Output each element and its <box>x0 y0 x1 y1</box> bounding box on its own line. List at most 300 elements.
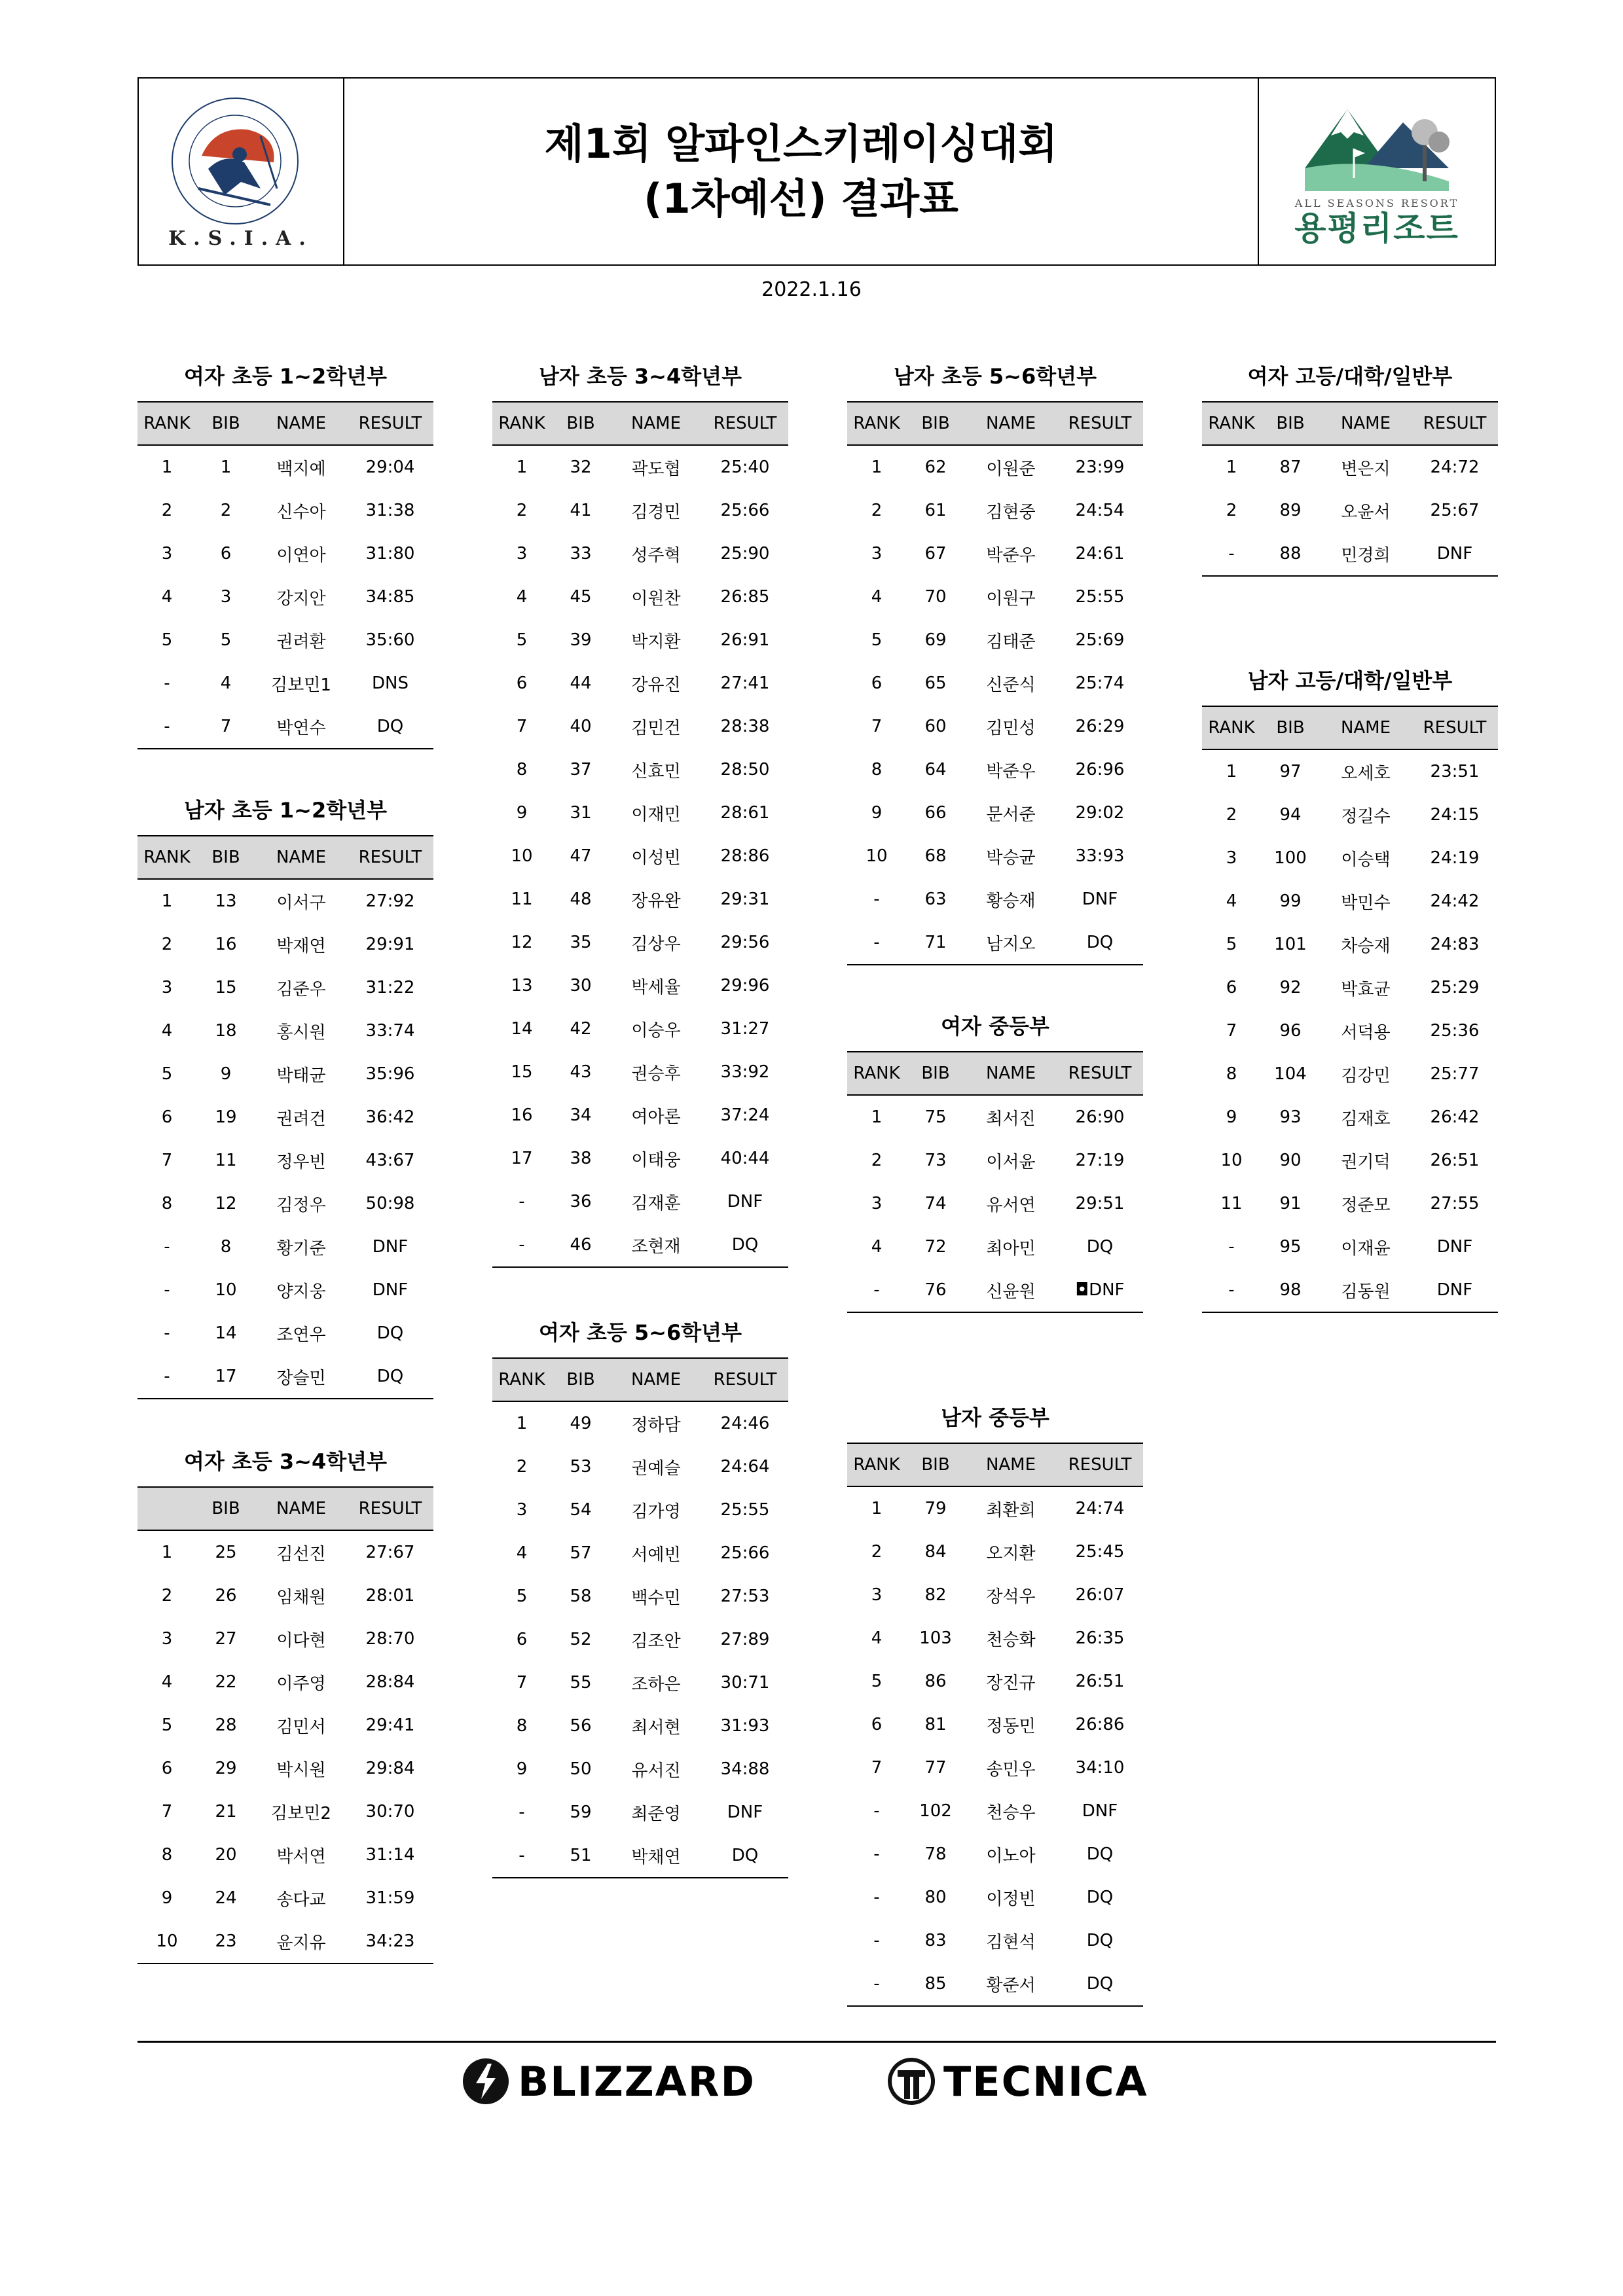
rank-cell: - <box>164 1367 170 1386</box>
table-row <box>847 1225 1143 1268</box>
results-table <box>492 363 788 1268</box>
table-row <box>492 748 788 791</box>
result-cell: 40:44 <box>720 1149 770 1168</box>
name-cell: 김민성 <box>986 718 1036 738</box>
rank-cell: 6 <box>161 1759 173 1778</box>
table-row <box>1202 793 1498 836</box>
rank-cell: 1 <box>871 1499 883 1518</box>
name-cell: 이원준 <box>986 459 1036 479</box>
name-cell: 강지안 <box>276 588 326 609</box>
table-row <box>492 1137 788 1180</box>
result-cell: 24:54 <box>1075 501 1125 520</box>
bib-cell: 18 <box>215 1021 237 1041</box>
table-row <box>492 575 788 619</box>
rank-cell: - <box>1228 1280 1235 1300</box>
rank-cell: 3 <box>516 544 528 564</box>
rank-cell: - <box>519 1192 525 1211</box>
bib-cell: 52 <box>570 1630 592 1649</box>
table-header <box>1202 401 1498 446</box>
name-header: NAME <box>985 414 1036 433</box>
result-cell: 29:56 <box>720 933 770 952</box>
bib-cell: 61 <box>924 501 947 520</box>
rank-cell: 8 <box>871 760 883 780</box>
rank-cell: 3 <box>871 1194 883 1213</box>
result-cell: DNF <box>1436 1237 1473 1257</box>
rank-cell: 7 <box>871 1758 883 1778</box>
rank-header: RANK <box>498 414 545 433</box>
result-cell: DQ <box>1086 1974 1114 1994</box>
rank-cell: 6 <box>871 1715 883 1734</box>
page-title-line2: (1차예선) 결과표 <box>644 175 958 223</box>
table-header <box>492 401 788 446</box>
bib-cell: 70 <box>924 587 947 607</box>
bib-cell: 55 <box>570 1673 592 1693</box>
name-cell: 조연우 <box>276 1325 326 1345</box>
table-row <box>1202 1009 1498 1052</box>
bib-cell: 33 <box>570 544 592 564</box>
rank-cell: - <box>164 1323 170 1343</box>
bib-cell: 11 <box>215 1151 237 1170</box>
name-header: NAME <box>985 1064 1036 1083</box>
table-row <box>1202 923 1498 966</box>
rank-cell: 9 <box>516 803 528 823</box>
table-row <box>492 1223 788 1266</box>
table-row <box>1202 1096 1498 1139</box>
bib-cell: 24 <box>215 1888 237 1908</box>
table-row <box>492 921 788 964</box>
name-cell: 권예슬 <box>631 1458 681 1479</box>
name-cell: 남지오 <box>986 934 1036 954</box>
table-row <box>492 1532 788 1575</box>
name-cell: 최서현 <box>631 1717 681 1738</box>
rank-cell: 3 <box>516 1500 528 1520</box>
result-cell: 33:92 <box>720 1062 770 1082</box>
result-cell: 24:46 <box>720 1414 770 1433</box>
rank-cell: 7 <box>516 717 528 736</box>
result-cell: ◘DNF <box>1075 1280 1125 1300</box>
bib-header: BIB <box>921 1064 950 1083</box>
bib-cell: 63 <box>924 889 947 909</box>
group-title: 여자 초등 3~4학년부 <box>183 1449 387 1474</box>
table-row <box>492 1748 788 1791</box>
bib-cell: 97 <box>1279 762 1302 781</box>
rank-cell: 3 <box>161 1629 173 1649</box>
name-cell: 박승균 <box>986 848 1036 868</box>
name-cell: 이다현 <box>276 1630 326 1651</box>
table-row <box>492 1402 788 1445</box>
table-row <box>137 575 433 619</box>
name-cell: 신윤원 <box>986 1282 1036 1302</box>
result-cell: DQ <box>376 717 404 736</box>
result-cell: DQ <box>731 1846 759 1865</box>
name-cell: 송민우 <box>986 1759 1036 1780</box>
rank-cell: 9 <box>161 1888 173 1908</box>
name-cell: 김상우 <box>631 934 681 954</box>
table-body <box>847 446 1143 965</box>
bib-cell: 32 <box>570 457 592 477</box>
table-row <box>492 1661 788 1704</box>
bib-cell: 81 <box>924 1715 947 1734</box>
result-cell: 25:29 <box>1430 978 1480 997</box>
name-cell: 권려환 <box>276 632 326 652</box>
rank-cell: 10 <box>511 846 533 866</box>
table-row <box>492 532 788 575</box>
table-row <box>137 1617 433 1660</box>
bib-cell: 35 <box>570 933 592 952</box>
rank-cell: - <box>164 1280 170 1300</box>
table-row <box>137 446 433 489</box>
result-cell: 31:22 <box>365 978 415 997</box>
rank-cell: - <box>873 889 880 909</box>
results-table <box>137 797 433 1399</box>
name-cell: 이원구 <box>986 588 1036 609</box>
rank-cell: 11 <box>511 889 533 909</box>
result-cell: 26:29 <box>1075 717 1125 736</box>
table-row <box>847 748 1143 791</box>
bib-cell: 50 <box>570 1759 592 1779</box>
name-cell: 박태균 <box>276 1066 326 1086</box>
table-row <box>137 619 433 662</box>
name-cell: 김재호 <box>1341 1109 1391 1129</box>
mountain-resort-icon <box>1292 96 1462 194</box>
bib-cell: 46 <box>570 1235 592 1255</box>
table-row <box>492 1704 788 1748</box>
name-cell: 이재민 <box>631 804 681 825</box>
name-cell: 김민건 <box>631 718 681 738</box>
table-row <box>137 1876 433 1920</box>
table-row <box>492 964 788 1007</box>
table-row <box>137 705 433 748</box>
bib-header: BIB <box>566 1370 595 1390</box>
name-cell: 박시원 <box>276 1760 326 1780</box>
table-row <box>492 662 788 705</box>
bib-cell: 6 <box>220 544 232 564</box>
table-body <box>847 1096 1143 1313</box>
table-row <box>847 1573 1143 1617</box>
bib-cell: 44 <box>570 673 592 693</box>
result-header: RESULT <box>1423 414 1487 433</box>
bib-cell: 14 <box>215 1323 237 1343</box>
rank-header: RANK <box>853 414 900 433</box>
result-header: RESULT <box>713 414 777 433</box>
table-row <box>137 1009 433 1052</box>
bib-cell: 43 <box>570 1062 592 1082</box>
table-row <box>1202 966 1498 1009</box>
rank-cell: 9 <box>1226 1107 1237 1127</box>
bib-cell: 66 <box>924 803 947 823</box>
table-row <box>847 532 1143 575</box>
bib-cell: 17 <box>215 1367 237 1386</box>
name-cell: 김보민1 <box>271 675 331 695</box>
bib-header: BIB <box>211 1499 240 1518</box>
rank-cell: - <box>1228 1237 1235 1257</box>
bib-cell: 78 <box>924 1844 947 1864</box>
table-header <box>137 1486 433 1531</box>
rank-cell: 2 <box>161 501 173 520</box>
name-cell: 조현재 <box>631 1236 681 1257</box>
table-row <box>847 1660 1143 1703</box>
result-cell: DQ <box>376 1367 404 1386</box>
results-table <box>137 1448 433 1964</box>
name-cell: 권승후 <box>631 1064 681 1084</box>
result-cell: 26:85 <box>720 587 770 607</box>
name-cell: 유서진 <box>631 1761 681 1781</box>
name-cell: 황기준 <box>276 1238 326 1259</box>
rank-cell: - <box>519 1235 525 1255</box>
table-row <box>492 834 788 878</box>
table-row <box>137 1790 433 1833</box>
bib-cell: 77 <box>924 1758 947 1778</box>
table-row <box>847 1139 1143 1182</box>
result-cell: 24:42 <box>1430 891 1480 911</box>
name-cell: 서예빈 <box>631 1545 681 1565</box>
result-cell: 31:80 <box>365 544 415 564</box>
table-row <box>492 1094 788 1137</box>
rank-cell: 4 <box>161 587 173 607</box>
name-cell: 오윤서 <box>1341 502 1391 522</box>
bib-cell: 92 <box>1279 978 1302 997</box>
name-cell: 송다교 <box>276 1890 326 1910</box>
group-title: 남자 초등 5~6학년부 <box>893 364 1097 389</box>
table-header <box>847 401 1143 446</box>
table-row <box>847 1962 1143 2005</box>
bib-header: BIB <box>921 1455 950 1475</box>
sponsor-tecnica <box>887 2055 1148 2108</box>
result-cell: 25:55 <box>1075 587 1125 607</box>
result-header: RESULT <box>358 1499 422 1518</box>
results-table <box>492 1319 788 1878</box>
result-cell: DQ <box>1086 1844 1114 1864</box>
rank-cell: 8 <box>161 1845 173 1865</box>
result-cell: DNF <box>1082 1801 1118 1821</box>
name-cell: 조하은 <box>631 1674 681 1695</box>
rank-cell: 12 <box>511 933 533 952</box>
name-cell: 장진규 <box>986 1673 1036 1693</box>
table-row <box>1202 532 1498 575</box>
table-row <box>847 1096 1143 1139</box>
name-cell: 문서준 <box>986 804 1036 825</box>
table-row <box>137 662 433 705</box>
bib-cell: 5 <box>220 630 232 650</box>
name-cell: 박연수 <box>276 718 326 738</box>
results-table <box>847 1013 1143 1313</box>
result-cell: 31:27 <box>720 1019 770 1039</box>
bib-cell: 2 <box>220 501 232 520</box>
rank-cell: 17 <box>511 1149 533 1168</box>
name-cell: 이주영 <box>276 1674 326 1694</box>
name-cell: 여아론 <box>631 1107 681 1127</box>
name-header: NAME <box>276 414 327 433</box>
result-cell: 27:53 <box>720 1587 770 1606</box>
result-cell: 29:84 <box>365 1759 415 1778</box>
bib-cell: 13 <box>215 891 237 911</box>
bib-cell: 41 <box>570 501 592 520</box>
bib-cell: 19 <box>215 1107 237 1127</box>
result-cell: 31:14 <box>365 1845 415 1865</box>
result-cell: DNF <box>372 1280 409 1300</box>
bib-cell: 87 <box>1279 457 1302 477</box>
bib-cell: 9 <box>220 1064 232 1084</box>
result-cell: DQ <box>731 1235 759 1255</box>
table-row <box>847 1833 1143 1876</box>
result-cell: DQ <box>376 1323 404 1343</box>
bib-cell: 96 <box>1279 1021 1302 1041</box>
result-cell: 27:92 <box>365 891 415 911</box>
table-row <box>137 1531 433 1574</box>
table-row <box>137 1096 433 1139</box>
name-cell: 이재윤 <box>1341 1238 1391 1259</box>
bib-cell: 40 <box>570 717 592 736</box>
table-row <box>847 1530 1143 1573</box>
result-header: RESULT <box>1068 1455 1132 1475</box>
bib-cell: 102 <box>919 1801 952 1821</box>
name-cell: 백수민 <box>631 1588 681 1608</box>
name-cell: 천승우 <box>986 1803 1036 1823</box>
table-row <box>847 446 1143 489</box>
name-cell: 이서구 <box>276 893 326 913</box>
result-cell: 25:74 <box>1075 673 1125 693</box>
rank-cell: 3 <box>161 978 173 997</box>
bib-cell: 93 <box>1279 1107 1302 1127</box>
rank-cell: 10 <box>866 846 888 866</box>
result-cell: 34:85 <box>365 587 415 607</box>
table-row <box>492 1834 788 1877</box>
name-cell: 민경희 <box>1341 545 1391 565</box>
rank-cell: 4 <box>871 1628 883 1648</box>
table-row <box>847 705 1143 748</box>
bib-cell: 75 <box>924 1107 947 1127</box>
name-header: NAME <box>276 848 327 867</box>
table-body <box>137 446 433 749</box>
name-cell: 최아민 <box>986 1238 1036 1259</box>
bib-cell: 56 <box>570 1716 592 1736</box>
rank-cell: - <box>164 673 170 693</box>
bib-cell: 100 <box>1274 848 1307 868</box>
name-cell: 김현중 <box>986 502 1036 522</box>
name-cell: 임채원 <box>276 1587 326 1607</box>
table-row <box>492 619 788 662</box>
bib-cell: 76 <box>924 1280 947 1300</box>
name-header: NAME <box>1340 414 1391 433</box>
rank-cell: 1 <box>871 457 883 477</box>
bib-cell: 90 <box>1279 1151 1302 1170</box>
rank-cell: 11 <box>1220 1194 1243 1213</box>
rank-cell: - <box>873 1888 880 1907</box>
result-cell: 27:89 <box>720 1630 770 1649</box>
bib-cell: 94 <box>1279 805 1302 825</box>
rank-cell: - <box>873 1974 880 1994</box>
rank-cell: 10 <box>156 1931 178 1951</box>
name-cell: 최서진 <box>986 1109 1036 1129</box>
result-cell: 25:77 <box>1430 1064 1480 1084</box>
rank-cell: 13 <box>511 976 533 996</box>
name-cell: 곽도협 <box>631 459 681 479</box>
table-row <box>847 921 1143 964</box>
result-cell: DQ <box>1086 1237 1114 1257</box>
rank-cell: 6 <box>1226 978 1237 997</box>
result-cell: 26:51 <box>1430 1151 1480 1170</box>
table-row <box>492 1180 788 1223</box>
name-cell: 박준우 <box>986 545 1036 565</box>
result-cell: 25:66 <box>720 1543 770 1563</box>
bib-cell: 104 <box>1274 1064 1307 1084</box>
rank-cell: 1 <box>516 1414 528 1433</box>
result-cell: 25:66 <box>720 501 770 520</box>
rank-cell: - <box>164 717 170 736</box>
name-cell: 황승재 <box>986 891 1036 911</box>
rank-cell: 1 <box>516 457 528 477</box>
result-header: RESULT <box>358 414 422 433</box>
result-cell: DNF <box>727 1192 763 1211</box>
rank-cell: 7 <box>1226 1021 1237 1041</box>
name-cell: 권기덕 <box>1341 1152 1391 1172</box>
table-row <box>492 1575 788 1618</box>
rank-cell: 6 <box>161 1107 173 1127</box>
table-row <box>492 878 788 921</box>
result-cell: 25:55 <box>720 1500 770 1520</box>
rank-cell: - <box>519 1846 525 1865</box>
rank-cell: 2 <box>161 1586 173 1605</box>
bib-cell: 59 <box>570 1803 592 1822</box>
table-row <box>137 1225 433 1268</box>
rank-cell: 4 <box>161 1672 173 1692</box>
bib-cell: 86 <box>924 1672 947 1691</box>
rank-cell: 3 <box>871 1585 883 1605</box>
result-cell: 25:90 <box>720 544 770 564</box>
result-cell: 25:67 <box>1430 501 1480 520</box>
rank-cell: - <box>873 1280 880 1300</box>
table-row <box>137 1268 433 1312</box>
rank-cell: 2 <box>1226 501 1237 520</box>
table-row <box>492 1488 788 1532</box>
rank-cell: 1 <box>161 891 173 911</box>
rank-header: RANK <box>853 1455 900 1475</box>
name-cell: 김현석 <box>986 1932 1036 1952</box>
result-cell: 33:74 <box>365 1021 415 1041</box>
rank-cell: 14 <box>511 1019 533 1039</box>
bib-header: BIB <box>211 414 240 433</box>
bib-cell: 22 <box>215 1672 237 1692</box>
result-cell: 31:59 <box>365 1888 415 1908</box>
rank-header: RANK <box>1208 718 1255 738</box>
result-cell: 26:07 <box>1075 1585 1125 1605</box>
bib-cell: 26 <box>215 1586 237 1605</box>
resort-tagline: ALL SEASONS RESORT <box>1294 196 1459 209</box>
rank-cell: 2 <box>516 501 528 520</box>
result-cell: 29:51 <box>1075 1194 1125 1213</box>
bib-header: BIB <box>1276 414 1305 433</box>
bib-cell: 39 <box>570 630 592 650</box>
name-cell: 이승택 <box>1341 850 1391 870</box>
footer-divider <box>137 2041 1496 2043</box>
name-cell: 신효민 <box>631 761 681 781</box>
bib-cell: 68 <box>924 846 947 866</box>
name-cell: 장유완 <box>631 891 681 911</box>
rank-cell: - <box>164 1237 170 1257</box>
result-cell: 26:91 <box>720 630 770 650</box>
result-cell: 25:45 <box>1075 1542 1125 1562</box>
rank-header: RANK <box>143 848 191 867</box>
name-cell: 변은지 <box>1341 459 1391 479</box>
result-cell: 24:61 <box>1075 544 1125 564</box>
bib-header: BIB <box>1276 718 1305 738</box>
bib-cell: 25 <box>215 1543 237 1562</box>
result-cell: DNF <box>1082 889 1118 909</box>
rank-cell: 8 <box>516 1716 528 1736</box>
rank-cell: 4 <box>871 1237 883 1257</box>
page-title-line1: 제1회 알파인스키레이싱대회 <box>544 120 1058 168</box>
name-header: NAME <box>630 414 682 433</box>
